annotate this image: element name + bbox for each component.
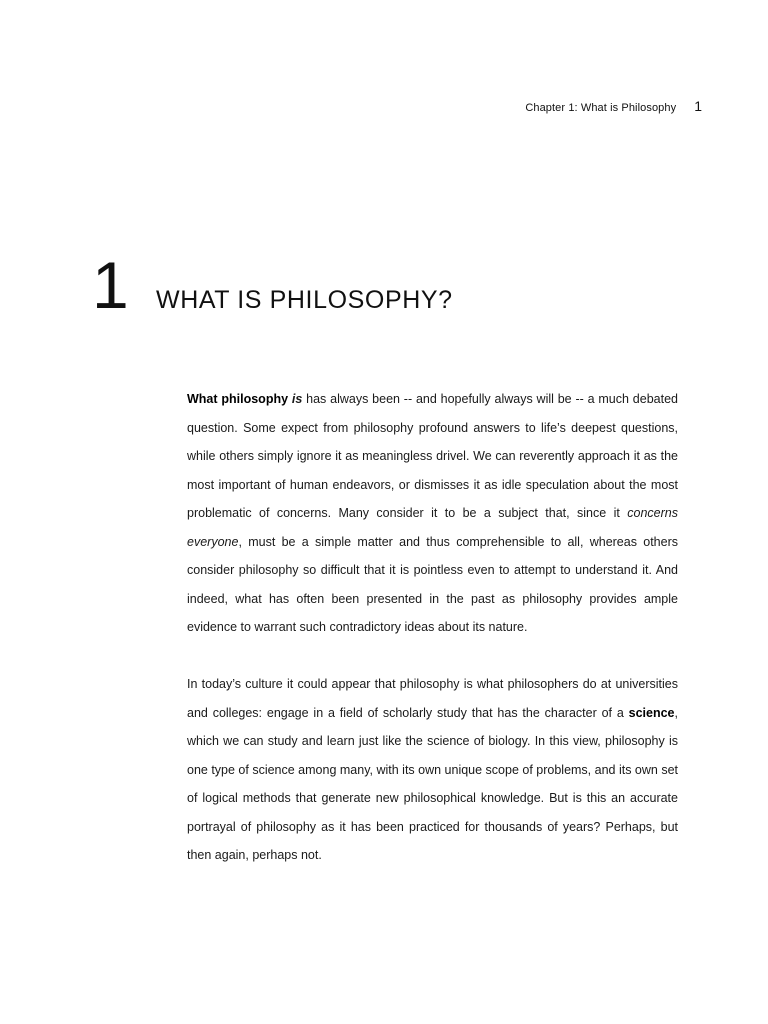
- chapter-number: 1: [92, 248, 129, 322]
- paragraph-2: [187, 670, 678, 870]
- paragraph-2-text-a: In today’s culture it could appear that philosophy is what philosophers do at universities and colleges: engage in a field of scholarly study that has the character of a: [187, 677, 678, 720]
- paragraph-1-text-a: has always been -- and hopefully always will be -- a much debated question. Some expect from philosophy profound answers to life’s deepest questions, while others simply ignore it as meaningless drivel. We can reverently approach it as the most important of human endeavors, or dismisses it as idle speculation about the most problematic of concerns. Many consider it to be a subject that, since it: [187, 392, 678, 520]
- page-number: 1: [694, 98, 702, 114]
- chapter-body: [187, 385, 678, 870]
- running-header: [525, 98, 702, 114]
- paragraph-1-lead-bold: What philosophy: [187, 392, 292, 406]
- paragraph-1-italic: concerns everyone: [187, 506, 678, 549]
- paragraph-1: [187, 385, 678, 642]
- paragraph-2-bold-term: science: [628, 705, 675, 720]
- running-header-title: Chapter 1: What is Philosophy: [525, 102, 677, 114]
- paragraph-1-text-b: , must be a simple matter and thus comprehensible to all, whereas others consider philosophy so difficult that it is pointless even to attempt to understand it. And indeed, what has often been presented in the past as philosophy provides ample evidence to warrant such contradictory ideas about its nature.: [187, 534, 678, 634]
- chapter-title: WHAT IS PHILOSOPHY?: [156, 286, 453, 314]
- paragraph-2-text-b: , which we can study and learn just like the science of biology. In this view, philosophy is one type of science among many, with its own unique scope of problems, and its own set of logical methods that generate new philosophical knowledge. But is this an accurate portrayal of philosophy as it has been practiced for thousands of years? Perhaps, but then again, perhaps not.: [187, 705, 679, 862]
- paragraph-1-emphasis: is: [291, 392, 303, 406]
- chapter-heading: [92, 248, 453, 322]
